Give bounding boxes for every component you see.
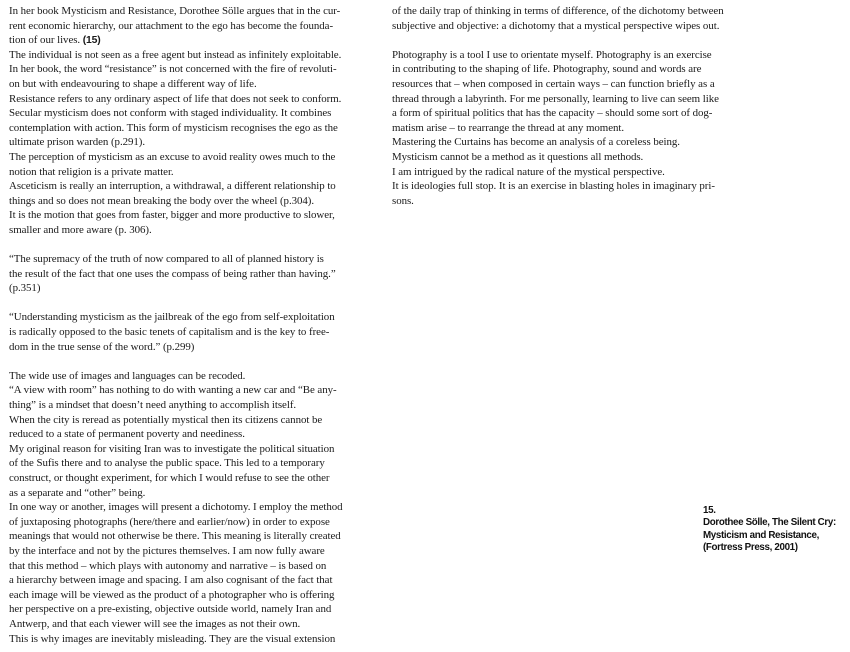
text-line: subjective and objective: a dichotomy that a mystical perspective wipes out. <box>392 19 720 32</box>
text-line: construct, or thought experiment, for which I would refuse to see the other <box>9 472 330 484</box>
text-line: as a separate and “other” being. <box>9 486 146 499</box>
text-line: thing” is a mindset that doesn’t need anything to accomplish itself. <box>9 399 297 412</box>
text-line: Asceticism is really an interruption, a withdrawal, a different relationship to <box>9 180 336 193</box>
footnote <box>703 505 848 555</box>
text-line: Mastering the Curtains has become an analysis of a coreless being. <box>392 136 680 149</box>
quote-line: is radically opposed to the basic tenets of capitalism and is the key to free- <box>9 326 330 339</box>
footnote-line: (Fortress Press, 2001) <box>703 542 798 554</box>
text-line-with-footnote-ref <box>9 33 381 48</box>
text-line: contemplation with action. This form of mysticism recognises the ego as the <box>9 121 338 134</box>
text-line: of the Sufis there and to analyse the public space. This led to a temporary <box>9 457 325 470</box>
text-line: reduced to a state of permanent poverty and neediness. <box>9 428 245 441</box>
text-line: a form of spiritual politics that has the capacity – should some sort of dog- <box>392 107 713 120</box>
text-line: her perspective on a pre-existing, objective outside world, namely Iran and <box>9 603 332 616</box>
footnote-reference: (15) <box>82 35 101 47</box>
text-line: each image will be viewed as the product of a photographer who is offering <box>9 588 335 601</box>
text-line: that this method – which plays with autonomy and narrative – is based on <box>9 559 327 572</box>
paragraph-gap <box>9 238 381 253</box>
quote-line: “Understanding mysticism as the jailbreak of the ego from self-exploitation <box>9 311 335 324</box>
text-line: In her book Mysticism and Resistance, Dorothee Sölle argues that in the cur- <box>9 5 341 17</box>
text-line: a hierarchy between image and spacing. I am also cognisant of the fact that <box>9 574 333 587</box>
quote-citation: (p.351) <box>9 282 41 295</box>
text-line: in contributing to the shaping of life. Photography, sound and words are <box>392 63 702 76</box>
text-fragment: tion of our lives. <box>9 34 81 47</box>
text-line: The perception of mysticism as an excuse to avoid reality owes much to the <box>9 150 336 163</box>
text-line: Resistance refers to any ordinary aspect of life that does not seek to conform. <box>9 92 342 105</box>
text-line: by the interface and not by the pictures themselves. I am now fully aware <box>9 544 325 557</box>
left-text-column <box>9 4 381 646</box>
text-line: This is why images are inevitably misleading. They are the visual extension <box>9 632 336 645</box>
text-line: In one way or another, images will present a dichotomy. I employ the method <box>9 501 343 514</box>
text-line: In her book, the word “resistance” is not concerned with the fire of revoluti- <box>9 63 337 76</box>
footnote-number: 15. <box>703 505 716 516</box>
text-line: Mysticism cannot be a method as it questions all methods. <box>392 150 644 163</box>
quote-line: dom in the true sense of the word.” (p.299) <box>9 340 195 353</box>
text-line: sons. <box>392 194 414 207</box>
text-line: rent economic hierarchy, our attachment to the ego has become the founda- <box>9 19 334 32</box>
text-line: “A view with room” has nothing to do with wanting a new car and “Be any- <box>9 384 337 397</box>
text-line: I am intrigued by the radical nature of the mystical perspective. <box>392 165 665 178</box>
text-line: of juxtaposing photographs (here/there and earlier/now) in order to expose <box>9 515 330 528</box>
text-line: meanings that would not otherwise be there. This meaning is literally created <box>9 530 341 543</box>
text-line: matism arise – to rearrange the thread at any moment. <box>392 121 625 134</box>
text-line: things and so does not mean breaking the body over the wheel (p.304). <box>9 194 315 207</box>
paragraph-gap <box>392 33 764 48</box>
text-line: Secular mysticism does not conform with staged individuality. It combines <box>9 107 332 120</box>
paragraph-gap <box>9 354 381 369</box>
text-line: The individual is not seen as a free agent but instead as infinitely exploitable. <box>9 48 342 61</box>
text-line: When the city is reread as potentially mystical then its citizens cannot be <box>9 413 323 426</box>
right-text-column <box>392 4 764 208</box>
text-line: smaller and more aware (p. 306). <box>9 223 152 236</box>
text-line: Photography is a tool I use to orientate myself. Photography is an exercise <box>392 48 712 61</box>
text-line: It is the motion that goes from faster, bigger and more productive to slower, <box>9 209 335 222</box>
footnote-line: Dorothee Sölle, The Silent Cry: <box>703 517 836 529</box>
text-line: ultimate prison warden (p.291). <box>9 136 146 149</box>
footnote-line: Mysticism and Resistance, <box>703 529 819 541</box>
text-line: My original reason for visiting Iran was to investigate the political situation <box>9 442 335 455</box>
text-line: It is ideologies full stop. It is an exercise in blasting holes in imaginary pri- <box>392 180 715 193</box>
text-line: The wide use of images and languages can be recoded. <box>9 369 246 382</box>
paragraph-gap <box>9 296 381 311</box>
text-line: thread through a labyrinth. For me personally, learning to live can seem like <box>392 92 719 105</box>
text-line: of the daily trap of thinking in terms of difference, of the dichotomy between <box>392 5 724 17</box>
quote-line: “The supremacy of the truth of now compared to all of planned history is <box>9 253 324 266</box>
text-line: resources that – when composed in certain ways – can function briefly as a <box>392 77 715 90</box>
quote-line: the result of the fact that one uses the compass of being rather than having.” <box>9 267 336 280</box>
text-line: notion that religion is a private matter. <box>9 165 174 178</box>
text-line: on but with endeavouring to shape a different way of life. <box>9 77 257 90</box>
text-line: Antwerp, and that each viewer will see the images as not their own. <box>9 617 301 630</box>
